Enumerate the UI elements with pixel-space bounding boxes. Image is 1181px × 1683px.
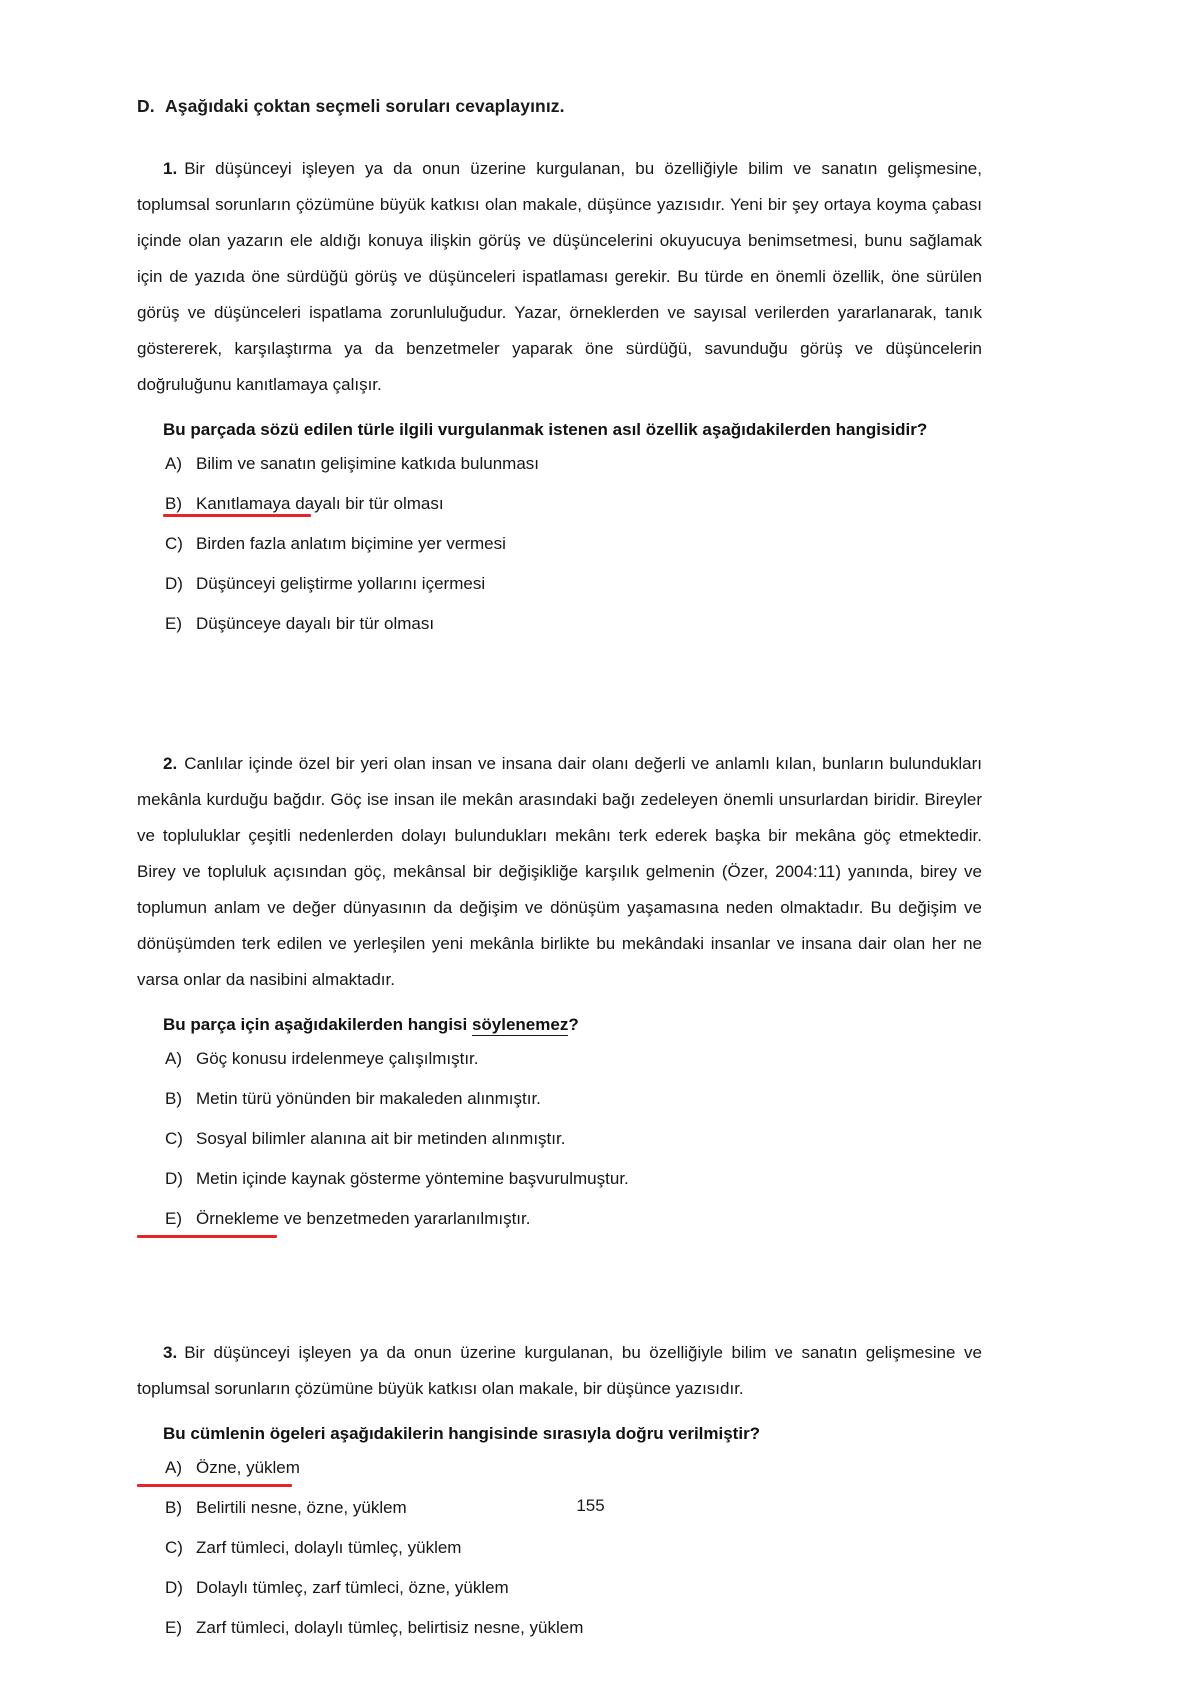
- option-3-c-letter: C): [165, 1538, 183, 1557]
- question-1-options: [137, 454, 982, 634]
- option-2-c-letter: C): [165, 1129, 183, 1148]
- option-2-e-letter: E): [165, 1209, 182, 1228]
- section-title: Aşağıdaki çoktan seçmeli soruları cevaplayınız.: [165, 96, 565, 116]
- question-2-stem-emphasis: söylenemez: [471, 1015, 569, 1034]
- question-1-number: 1.: [163, 159, 178, 178]
- page-number: 155: [576, 1496, 605, 1515]
- option-2-c[interactable]: [137, 1129, 982, 1149]
- option-1-e-letter: E): [165, 614, 182, 633]
- option-3-e-text: Zarf tümleci, dolaylı tümleç, belirtisiz nesne, yüklem: [196, 1618, 584, 1637]
- option-3-b-text: Belirtili nesne, özne, yüklem: [196, 1498, 407, 1517]
- question-spacer-2: [137, 1249, 982, 1335]
- page-content: [137, 96, 982, 1658]
- question-2-stem-text: Bu parça için aşağıdakilerden hangisi: [163, 1015, 472, 1034]
- answer-marker-red-underline: [137, 1484, 292, 1487]
- question-block-2: [137, 746, 982, 1229]
- option-2-b-letter: B): [165, 1089, 182, 1108]
- option-2-a-letter: A): [165, 1049, 182, 1068]
- question-2-options: [137, 1049, 982, 1229]
- answer-marker-red-underline: [163, 514, 311, 517]
- option-2-a-text: Göç konusu irdelenmeye çalışılmıştır.: [196, 1049, 479, 1068]
- option-1-b-letter: B): [165, 494, 182, 513]
- question-spacer-1: [137, 654, 982, 746]
- option-2-e[interactable]: [137, 1209, 982, 1229]
- option-2-b-text: Metin türü yönünden bir makaleden alınmıştır.: [196, 1089, 541, 1108]
- question-1-stem-text: Bu parçada sözü edilen türle ilgili vurgulanmak istenen asıl özellik aşağıdakilerden hangisidir?: [163, 420, 928, 439]
- question-3-passage-text: Bir düşünceyi işleyen ya da onun üzerine kurgulanan, bu özelliğiyle bilim ve sanatın gelişmesine ve toplumsal sorunların çözümüne büyük katkısı olan makale, bir düşünce yazısıdır.: [137, 1343, 982, 1398]
- option-1-c-letter: C): [165, 534, 183, 553]
- question-2-stem-tail: ?: [568, 1015, 579, 1034]
- question-block-1: [137, 151, 982, 634]
- option-2-c-text: Sosyal bilimler alanına ait bir metinden alınmıştır.: [196, 1129, 566, 1148]
- question-2-passage-text: Canlılar içinde özel bir yeri olan insan ve insana dair olanı değerli ve anlamlı kılan, bunların bulundukları mekânla kurduğu bağdır. Göç ise insan ile mekân arasındaki bağı zedeleyen önemli unsurlardan biridir. Bireyler ve topluluklar çeşitli nedenlerden dolayı bulundukları mekânı terk ederek başka bir mekâna göç etmektedir. Birey ve topluluk açısından göç, mekânsal bir değişikliğe karşılık gelmenin (Özer, 2004:11) yanında, birey ve toplumun anlam ve değer dünyasının da değişim ve dönüşüm yaşamasına neden olmaktadır. Bu değişim ve dönüşümden terk edilen ve yerleşilen yeni mekânla birlikte bu mekândaki insanlar ve insana dair olan her ne varsa onlar da nasibini almaktadır.: [137, 754, 982, 989]
- question-1-stem: [137, 412, 982, 448]
- option-3-c[interactable]: [137, 1538, 982, 1558]
- question-1-passage: [137, 151, 982, 403]
- option-1-d[interactable]: [137, 574, 982, 594]
- option-3-a[interactable]: [137, 1458, 982, 1478]
- option-2-b[interactable]: [137, 1089, 982, 1109]
- question-3-number: 3.: [163, 1343, 178, 1362]
- option-1-e[interactable]: [137, 614, 982, 634]
- option-2-d-letter: D): [165, 1169, 183, 1188]
- option-1-c[interactable]: [137, 534, 982, 554]
- option-1-d-letter: D): [165, 574, 183, 593]
- option-3-c-text: Zarf tümleci, dolaylı tümleç, yüklem: [196, 1538, 462, 1557]
- option-3-d-text: Dolaylı tümleç, zarf tümleci, özne, yüklem: [196, 1578, 509, 1597]
- option-3-e[interactable]: [137, 1618, 982, 1638]
- section-heading: [137, 96, 982, 117]
- option-1-d-text: Düşünceyi geliştirme yollarını içermesi: [196, 574, 486, 593]
- option-1-e-text: Düşünceye dayalı bir tür olması: [196, 614, 435, 633]
- section-letter: D.: [137, 96, 155, 116]
- option-2-d-text: Metin içinde kaynak gösterme yöntemine başvurulmuştur.: [196, 1169, 629, 1188]
- option-1-b-text: Kanıtlamaya dayalı bir tür olması: [196, 494, 444, 513]
- option-1-b[interactable]: [137, 494, 982, 514]
- option-2-e-text: Örnekleme ve benzetmeden yararlanılmıştır.: [196, 1209, 531, 1228]
- option-3-a-text: Özne, yüklem: [196, 1458, 300, 1477]
- question-3-passage: [137, 1335, 982, 1407]
- question-3-stem-text: Bu cümlenin ögeleri aşağıdakilerin hangisinde sırasıyla doğru verilmiştir?: [163, 1424, 761, 1443]
- option-3-e-letter: E): [165, 1618, 182, 1637]
- option-3-b-letter: B): [165, 1498, 182, 1517]
- option-2-a[interactable]: [137, 1049, 982, 1069]
- question-2-passage: [137, 746, 982, 998]
- question-3-stem: [137, 1416, 982, 1452]
- question-2-number: 2.: [163, 754, 178, 773]
- question-1-passage-text: Bir düşünceyi işleyen ya da onun üzerine kurgulanan, bu özelliğiyle bilim ve sanatın gelişmesine, toplumsal sorunların çözümüne büyük katkısı olan makale, düşünce yazısıdır. Yeni bir şey ortaya koyma çabası içinde olan yazarın ele aldığı konuya ilişkin görüş ve düşüncelerini okuyucuya benimsetmesi, bunu sağlamak için de yazıda öne sürdüğü görüş ve düşünceleri ispatlaması gerekir. Bu türde en önemli özellik, öne sürülen görüş ve düşünceleri ispatlama zorunluluğudur. Yazar, örneklerden ve sayısal verilerden yararlanarak, tanık göstererek, karşılaştırma ya da benzetmeler yaparak öne sürdüğü, savunduğu görüş ve düşüncelerin doğruluğunu kanıtlamaya çalışır.: [137, 159, 982, 394]
- question-block-3: [137, 1335, 982, 1638]
- option-2-d[interactable]: [137, 1169, 982, 1189]
- option-1-a-letter: A): [165, 454, 182, 473]
- answer-marker-red-underline: [137, 1235, 277, 1238]
- question-2-stem: [137, 1007, 982, 1043]
- option-3-a-letter: A): [165, 1458, 182, 1477]
- option-3-d[interactable]: [137, 1578, 982, 1598]
- option-1-a-text: Bilim ve sanatın gelişimine katkıda bulunması: [196, 454, 539, 473]
- question-3-options: [137, 1458, 982, 1638]
- option-1-c-text: Birden fazla anlatım biçimine yer vermesi: [196, 534, 506, 553]
- option-1-a[interactable]: [137, 454, 982, 474]
- option-3-d-letter: D): [165, 1578, 183, 1597]
